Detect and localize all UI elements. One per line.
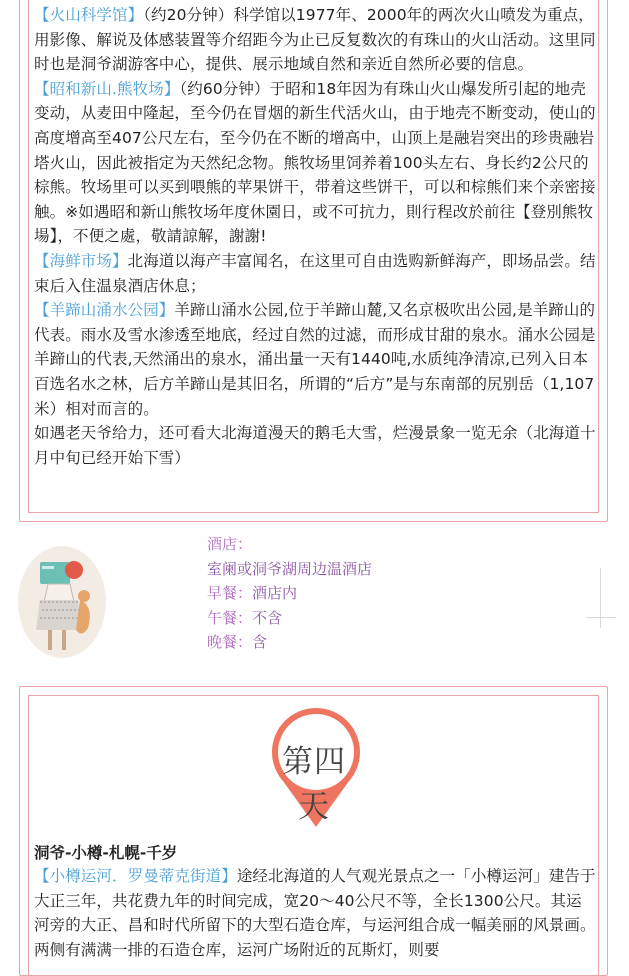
section-body: （约60分钟）于昭和18年因为有珠山火山爆发所引起的地壳变动，从麦田中隆起，至今仍在冒烟的新生代活火山，由于地壳不断变动，使山的高度增高至407公尺左右，至今仍在不断的增高中，山顶上是融岩突出的珍贵融岩塔火山，因此被指定为天然纪念物。熊牧场里饲养着100头左右、身长约2公尺的棕熊。牧场里可以买到喂熊的苹果饼干，带着这些饼干，可以和棕熊们来个亲密接触。※如遇昭和新山熊牧场年度休園日，或不可抗力，則行程改於前往【登別熊牧場】，不便之處，敬請諒解，謝謝!: [34, 79, 596, 246]
dinner-row: [207, 630, 372, 655]
section-body: 北海道以海产丰富闻名，在这里可自由选购新鲜海产，即场品尝。结束后入住温泉酒店休息；: [34, 251, 596, 295]
dinner-label: 晚餐：: [207, 633, 253, 652]
breakfast-row: [207, 581, 372, 606]
section-volcano-museum: [34, 3, 597, 77]
section-tag: 【羊蹄山涌水公园】: [34, 301, 175, 320]
section-body: （约20分钟）科学馆以1977年、2000年的两次火山喷发为重点，用影像、解说及体感装置等介绍距今为止已反复数次的有珠山的火山活动。这里同时也是洞爷湖游客中心，提供、展示地域自然和亲近自然所必要的信息。: [34, 6, 596, 74]
route-heading: 洞爷-小樽-札幌-千岁: [34, 844, 178, 862]
hotel-label: 酒店：: [207, 535, 253, 553]
section-tag: 【昭和新山.熊牧场】: [34, 79, 180, 98]
decorative-line-horizontal: [586, 617, 616, 618]
dinner-value: 含: [252, 633, 268, 652]
breakfast-label: 早餐：: [207, 584, 253, 603]
section-snow-note: [34, 421, 597, 470]
section-seafood-market: [34, 249, 597, 298]
lodging-meals-panel: [207, 532, 372, 655]
day-title: 第四天: [282, 744, 346, 825]
section-body: 羊蹄山涌水公园,位于羊蹄山麓,又名京极吹出公园,是羊蹄山的代表。雨水及雪水渗透至地底，经过自然的过滤，而形成甘甜的泉水。涌水公园是羊蹄山的代表,天然涌出的泉水，涌出量一天有1440吨,水质纯净清凉,已列入日本百选名水之林，后方羊蹄山是其旧名，所谓的“后方”是与东南部的尻别岳（1,107米）相对而言的。: [34, 301, 596, 418]
section-yotei-spring-park: [34, 298, 597, 421]
section-tag: 【海鲜市场】: [34, 251, 128, 270]
day3-itinerary-text: [34, 3, 597, 470]
day4-itinerary-text: [34, 864, 597, 962]
section-tag: 【火山科学馆】: [34, 6, 144, 24]
section-showa-shinzan: [34, 77, 597, 249]
girl-reading-illustration: [18, 540, 110, 660]
section-otaru-canal: [34, 864, 597, 962]
section-tag: 【小樽运河．罗曼蒂克街道】: [34, 867, 237, 885]
section-body: 如遇老天爷给力，还可看大北海道漫天的鹅毛大雪，烂漫景象一览无余（北海道十月中旬已经开始下雪）: [34, 424, 596, 467]
lunch-row: [207, 606, 372, 631]
lunch-label: 午餐：: [207, 608, 253, 627]
decorative-line-vertical: [600, 568, 601, 628]
section-body: 途经北海道的人气观光景点之一「小樽运河」建告于大正三年，共花费九年的时间完成，宽20～40公尺不等，全长1300公尺。其运河旁的大正、昌和时代所留下的大型石造仓库，与运河组合成一幅美丽的风景画。两侧有满满一排的石造仓库，运河广场附近的瓦斯灯，则要: [34, 867, 596, 959]
hotel-value: 室阑或洞爷湖周边温酒店: [207, 559, 373, 578]
lunch-value: 不含: [252, 608, 283, 627]
breakfast-value: 酒店内: [252, 584, 298, 603]
